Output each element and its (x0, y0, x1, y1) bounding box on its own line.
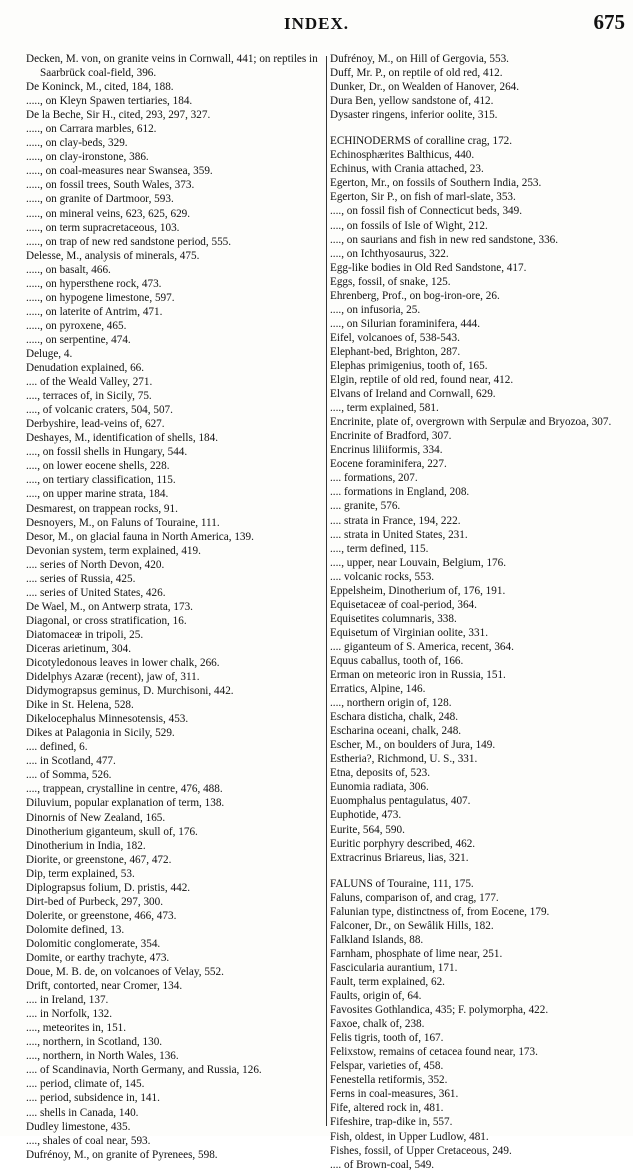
index-group-e (330, 134, 628, 864)
index-entry: ....., on fossil trees, South Wales, 373. (26, 179, 195, 192)
index-entry: Eocene foraminifera, 227. (330, 458, 447, 471)
page-number: 675 (593, 10, 625, 34)
index-entry: ...., term defined, 115. (330, 542, 429, 555)
index-entry: ....., on laterite of Antrim, 471. (26, 305, 163, 318)
index-entry: Faults, origin of, 64. (330, 990, 422, 1003)
index-entry: Equus caballus, tooth of, 166. (330, 654, 464, 667)
index-entry: .... period, subsidence in, 141. (26, 1092, 160, 1105)
index-entry: Elephas primigenius, tooth of, 165. (330, 359, 488, 372)
section-gap (330, 865, 628, 877)
index-entry: Fault, term explained, 62. (330, 976, 445, 988)
index-entry: Diplograpsus folium, D. pristis, 442. (26, 881, 191, 894)
index-entry: Equisetites columnaris, 338. (330, 612, 457, 625)
index-entry: ...., on infusoria, 25. (330, 303, 421, 316)
index-entry: ...., on fossils of Isle of Wight, 212. (330, 219, 488, 232)
index-entry: Desor, M., on glacial fauna in North America, 139. (26, 530, 254, 543)
index-entry: Equisetaceæ of coal-period, 364. (330, 598, 477, 611)
index-entry: ....., on hypogene limestone, 597. (26, 291, 175, 304)
index-entry: ...., on Ichthyosaurus, 322. (330, 247, 449, 260)
index-entry: ...., northern origin of, 128. (330, 697, 452, 710)
index-entry: ...., on tertiary classification, 115. (26, 474, 176, 487)
index-entry: .... period, climate of, 145. (26, 1078, 145, 1091)
index-entry: .... of Scandinavia, North Germany, and Russia, 126. (26, 1064, 262, 1077)
section-gap (330, 122, 628, 134)
index-entry: Domite, or earthy trachyte, 473. (26, 952, 170, 964)
left-column (26, 52, 322, 1161)
index-entry: Dolomitic conglomerate, 354. (26, 937, 161, 950)
index-entry: Didymograpsus geminus, D. Murchisoni, 442. (26, 685, 234, 698)
index-entry: ...., term explained, 581. (330, 402, 439, 415)
index-entry: Felspar, varieties of, 458. (330, 1060, 444, 1073)
index-entry: Egerton, Mr., on fossils of Southern India, 253. (330, 177, 542, 190)
index-entry: Drift, contorted, near Cromer, 134. (26, 980, 183, 993)
index-entry: ....., on clay-ironstone, 386. (26, 151, 149, 164)
index-entry: .... in Scotland, 477. (26, 755, 116, 768)
index-entry: .... of Somma, 526. (26, 769, 112, 782)
index-entry: .... defined, 6. (26, 741, 88, 754)
index-entry: Fifeshire, trap-dike in, 557. (330, 1116, 453, 1129)
index-entry: ....., on basalt, 466. (26, 263, 111, 276)
index-entry: Dura Ben, yellow sandstone of, 412. (330, 95, 494, 108)
index-entry: Dysaster ringens, inferior oolite, 315. (330, 109, 498, 122)
index-entry: .... in Norfolk, 132. (26, 1008, 113, 1021)
index-entry: Dinotherium giganteum, skull of, 176. (26, 825, 198, 838)
index-entry: Diatomaceæ in tripoli, 25. (26, 628, 144, 641)
index-entry: ...., on fossil fish of Connecticut beds, 349. (330, 205, 523, 218)
page-header-title: INDEX. (283, 14, 350, 33)
index-entry: Dinotherium in India, 182. (26, 839, 146, 852)
index-entry: Faxoe, chalk of, 238. (330, 1018, 425, 1031)
index-entry: Encrinite of Bradford, 307. (330, 430, 452, 443)
index-entry: .... in Ireland, 137. (26, 994, 109, 1007)
index-entry: Encrinite, plate of, overgrown with Serpulæ and Bryozoa, 307. (330, 416, 612, 429)
index-entry: Echinosphærites Balthicus, 440. (330, 149, 475, 162)
index-entry: Devonian system, term explained, 419. (26, 544, 201, 557)
index-entry: .... series of United States, 426. (26, 586, 166, 599)
index-entry: ...., of volcanic craters, 504, 507. (26, 404, 173, 417)
index-entry: ....., on term supracretaceous, 103. (26, 221, 180, 234)
index-entry: .... shells in Canada, 140. (26, 1106, 139, 1119)
index-entry: ...., meteorites in, 151. (26, 1022, 127, 1035)
index-entry: Extracrinus Briareus, lias, 321. (330, 851, 469, 864)
index-entry: Egerton, Sir P., on fish of marl-slate, 353. (330, 191, 516, 204)
index-entry: Duff, Mr. P., on reptile of old red, 412. (330, 67, 503, 80)
index-entry: Estheria?, Richmond, U. S., 331. (330, 753, 478, 766)
index-entry: ...., upper, near Louvain, Belgium, 176. (330, 556, 507, 569)
index-entry: ...., northern, in Scotland, 130. (26, 1036, 163, 1049)
index-entry: Falkland Islands, 88. (330, 933, 424, 946)
index-entry: FALUNS of Touraine, 111, 175. (330, 877, 474, 890)
index-entry: Dolerite, or greenstone, 466, 473. (26, 909, 177, 922)
index-entry: Dinornis of New Zealand, 165. (26, 811, 166, 824)
index-entry: .... of the Weald Valley, 271. (26, 376, 153, 389)
index-entry: Felixstow, remains of cetacea found near, 173. (330, 1046, 538, 1059)
index-entry: Eggs, fossil, of snake, 125. (330, 275, 451, 288)
index-entry: ....., on mineral veins, 623, 625, 629. (26, 207, 191, 220)
index-entry: Ehrenberg, Prof., on bog-iron-ore, 26. (330, 289, 500, 302)
index-group-f (330, 877, 628, 1172)
index-entry: Eurite, 564, 590. (330, 823, 405, 836)
index-entry: .... giganteum of S. America, recent, 364. (330, 640, 514, 653)
index-entry: .... series of North Devon, 420. (26, 558, 165, 571)
index-entry: ...., shales of coal near, 593. (26, 1134, 151, 1147)
index-entry: Erman on meteoric iron in Russia, 151. (330, 669, 506, 682)
index-entry: Fenestella retiformis, 352. (330, 1074, 448, 1087)
index-entry: Falconer, Dr., on Sewâlik Hills, 182. (330, 919, 494, 932)
index-entry: Eifel, volcanoes of, 538-543. (330, 331, 460, 344)
index-entry: Euomphalus pentagulatus, 407. (330, 795, 471, 808)
index-entry: ...., on fossil shells in Hungary, 544. (26, 446, 188, 459)
index-entry: Decken, M. von, on granite veins in Cornwall, 441; on reptiles in Saarbrück coal-field, 396. (26, 53, 318, 80)
index-entry: ....., on clay-beds, 329. (26, 137, 128, 150)
index-entry: De Wael, M., on Antwerp strata, 173. (26, 600, 193, 613)
index-entry: Eppelsheim, Dinotherium of, 176, 191. (330, 584, 506, 597)
index-entry: Echinus, with Crania attached, 23. (330, 163, 484, 176)
index-entry: Denudation explained, 66. (26, 362, 145, 375)
index-entry: Elgin, reptile of old red, found near, 412. (330, 374, 514, 387)
index-entry: Didelphys Azaræ (recent), jaw of, 311. (26, 671, 200, 684)
index-entry: ....., on trap of new red sandstone period, 555. (26, 235, 232, 248)
index-entry: Fish, oldest, in Upper Ludlow, 481. (330, 1130, 489, 1143)
index-entry: ....., on Carrara marbles, 612. (26, 123, 157, 136)
index-entry: Dip, term explained, 53. (26, 867, 135, 880)
index-entry: Dirt-bed of Purbeck, 297, 300. (26, 895, 164, 908)
index-entry: Fife, altered rock in, 481. (330, 1102, 444, 1115)
index-entry: ...., terraces of, in Sicily, 75. (26, 390, 152, 403)
index-entry: .... formations in England, 208. (330, 486, 470, 499)
index-entry: Diagonal, or cross stratification, 16. (26, 614, 187, 627)
index-entry: Encrinus liliiformis, 334. (330, 444, 443, 457)
index-entry: Escharina oceani, chalk, 248. (330, 725, 462, 738)
index-entry: Erratics, Alpine, 146. (330, 683, 426, 696)
index-entry: Diceras arietinum, 304. (26, 642, 132, 655)
index-entry: Desnoyers, M., on Faluns of Touraine, 111. (26, 516, 220, 529)
index-entry: .... volcanic rocks, 553. (330, 570, 435, 583)
index-entry: Delesse, M., analysis of minerals, 475. (26, 249, 200, 262)
index-entry: .... of Brown-coal, 549. (330, 1158, 435, 1171)
index-entry: De la Beche, Sir H., cited, 293, 297, 327. (26, 109, 211, 122)
index-entry: De Koninck, M., cited, 184, 188. (26, 81, 174, 94)
index-entry: Eunomia radiata, 306. (330, 781, 429, 794)
index-entry: Eschara disticha, chalk, 248. (330, 711, 458, 724)
index-entry: .... series of Russia, 425. (26, 572, 136, 585)
index-entry: Dolomite defined, 13. (26, 923, 125, 936)
index-entry: ....., on pyroxene, 465. (26, 319, 127, 332)
index-entry: .... strata in France, 194, 222. (330, 514, 461, 527)
index-entry: .... formations, 207. (330, 472, 418, 485)
index-entry: Escher, M., on boulders of Jura, 149. (330, 739, 496, 752)
column-divider (326, 56, 327, 1126)
index-entry: ...., on saurians and fish in new red sandstone, 336. (330, 233, 559, 246)
index-group-d (330, 52, 628, 122)
index-entry: Diluvium, popular explanation of term, 138. (26, 797, 225, 810)
index-entry: .... strata in United States, 231. (330, 528, 468, 541)
index-entry: ECHINODERMS of coralline crag, 172. (330, 135, 513, 148)
index-entry: Elvans of Ireland and Cornwall, 629. (330, 388, 496, 401)
index-entry: Derbyshire, lead-veins of, 627. (26, 418, 165, 431)
index-entry: Deshayes, M., identification of shells, 184. (26, 432, 219, 445)
index-entry: Dufrénoy, M., on granite of Pyrenees, 598. (26, 1148, 218, 1161)
index-entry: ...., on Silurian foraminifera, 444. (330, 317, 481, 330)
index-entry: ....., on coal-measures near Swansea, 359. (26, 165, 213, 178)
index-entry: Euphotide, 473. (330, 809, 402, 822)
index-entry: ....., on granite of Dartmoor, 593. (26, 193, 174, 206)
index-entry: Fishes, fossil, of Upper Cretaceous, 249. (330, 1144, 512, 1157)
index-entry: ....., on serpentine, 474. (26, 333, 131, 346)
index-entry: Falunian type, distinctness of, from Eocene, 179. (330, 905, 550, 918)
index-entry: Dicotyledonous leaves in lower chalk, 266. (26, 657, 220, 670)
index-entry: Deluge, 4. (26, 347, 73, 360)
index-entry: Doue, M. B. de, on volcanoes of Velay, 552. (26, 966, 224, 979)
index-entry: Dikelocephalus Minnesotensis, 453. (26, 713, 189, 726)
index-entry: Dikes at Palagonia in Sicily, 529. (26, 727, 175, 740)
index-entry: ...., trappean, crystalline in centre, 476, 488. (26, 783, 223, 796)
index-entry: ....., on hypersthene rock, 473. (26, 277, 162, 290)
right-column (330, 52, 628, 1171)
index-entry: ...., northern, in North Wales, 136. (26, 1050, 179, 1063)
index-entry: Etna, deposits of, 523. (330, 767, 431, 780)
index-entry: Favosites Gothlandica, 435; F. polymorpha, 422. (330, 1004, 549, 1017)
index-entry: ...., on upper marine strata, 184. (26, 488, 169, 501)
index-entry: Ferns in coal-measures, 361. (330, 1088, 459, 1101)
index-entry: Fasciculаria aurantium, 171. (330, 961, 458, 974)
index-entry: Felis tigris, tooth of, 167. (330, 1032, 444, 1045)
index-entry: Equisetum of Virginian oolite, 331. (330, 626, 489, 639)
index-entry: Faluns, comparison of, and crag, 177. (330, 891, 499, 904)
index-entry: Elephant-bed, Brighton, 287. (330, 345, 461, 358)
index-entry: Dike in St. Helena, 528. (26, 699, 134, 712)
index-entry: Farnham, phosphate of lime near, 251. (330, 947, 503, 960)
index-entry: Dudley limestone, 435. (26, 1120, 131, 1133)
index-entry: Egg-like bodies in Old Red Sandstone, 417. (330, 261, 527, 274)
index-entry: Diorite, or greenstone, 467, 472. (26, 853, 172, 866)
index-entry: .... granite, 576. (330, 500, 401, 513)
index-entry: Dufrénoy, M., on Hill of Gergovia, 553. (330, 53, 509, 65)
index-entry: Desmarest, on trappean rocks, 91. (26, 502, 178, 515)
index-entry: Dunker, Dr., on Wealden of Hanover, 264. (330, 81, 520, 94)
index-entry: ...., on lower eocene shells, 228. (26, 460, 170, 473)
index-entry: Euritic porphyry described, 462. (330, 837, 476, 850)
index-entry: ....., on Kleyn Spawen tertiaries, 184. (26, 95, 193, 108)
